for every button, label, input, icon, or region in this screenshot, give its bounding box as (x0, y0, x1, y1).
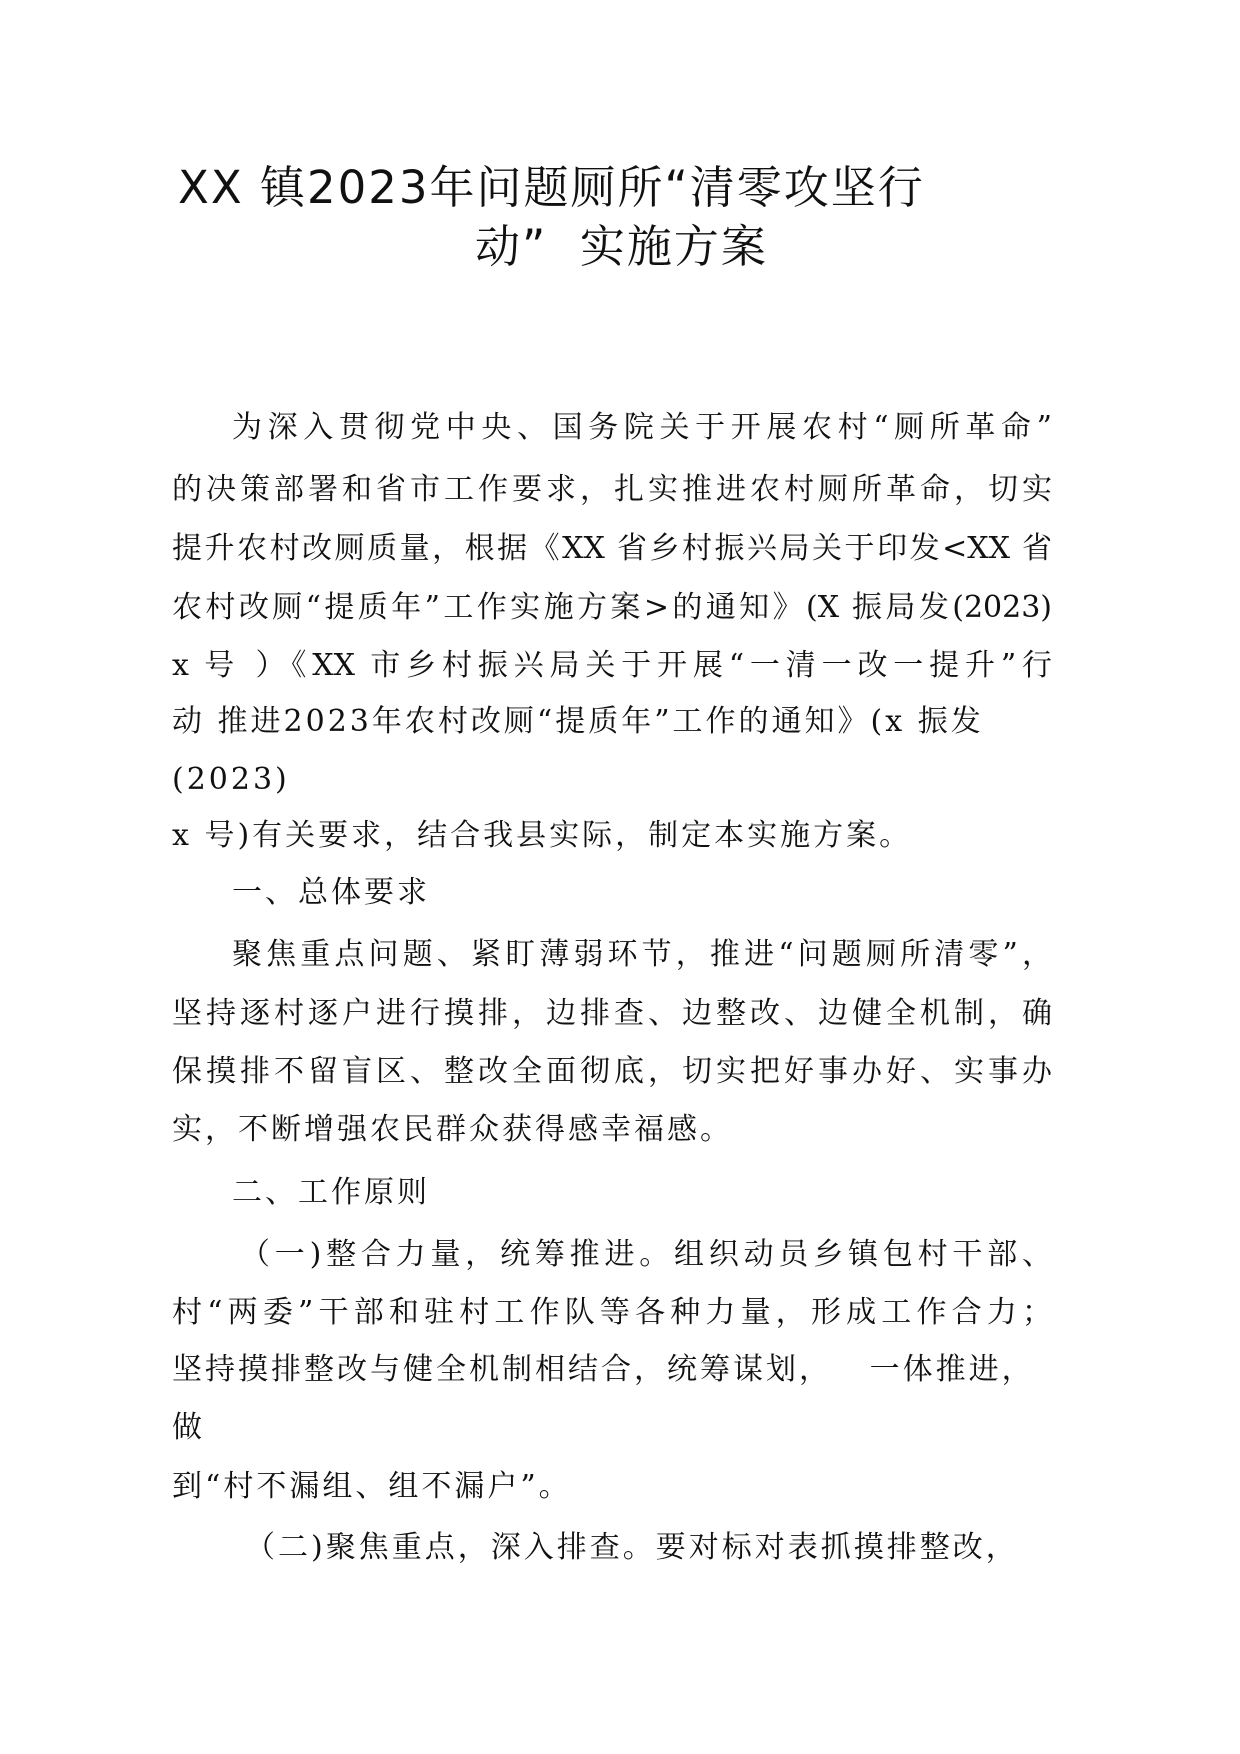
body-line: 为深入贯彻党中央、国务院关于开展农村“厕所革命” (232, 410, 1052, 445)
body-line: 聚焦重点问题、紧盯薄弱环节，推进“问题厕所清零”， (232, 937, 1052, 972)
section-heading: 一、总体要求 (232, 875, 430, 910)
body-line: （二)聚焦重点，深入排查。要对标对表抓摸排整改， (245, 1530, 1019, 1565)
body-line: 农村改厕“提质年”工作实施方案>的通知》(X 振局发(2023) (172, 590, 1052, 625)
body-line: 动 推进2023年农村改厕“提质年”工作的通知》(x 振发 (172, 704, 984, 739)
body-line: 村“两委”干部和驻村工作队等各种力量，形成工作合力； (172, 1295, 1052, 1330)
document-title-line-2: 动” 实施方案 (475, 220, 768, 273)
document-title-line-1: XX 镇2023年问题厕所“清零攻坚行 (178, 161, 925, 214)
body-line: 的决策部署和省市工作要求，扎实推进农村厕所革命，切实 (172, 472, 1052, 507)
body-line: （一)整合力量，统筹推进。组织动员乡镇包村干部、 (240, 1237, 1052, 1272)
body-line: 实，不断增强农民群众获得感幸福感。 (172, 1112, 733, 1147)
body-line: 坚持逐村逐户进行摸排，边排查、边整改、边健全机制，确 (172, 996, 1052, 1031)
body-line: 到“村不漏组、组不漏户”。 (172, 1469, 572, 1504)
body-line: x 号 ）《XX 市乡村振兴局关于开展“一清一改一提升”行 (172, 648, 1052, 683)
body-line: 提升农村改厕质量，根据《XX 省乡村振兴局关于印发<XX 省 (172, 531, 1052, 566)
body-line: 做 (172, 1410, 205, 1445)
body-line: 保摸排不留盲区、整改全面彻底，切实把好事办好、实事办 (172, 1054, 1052, 1089)
body-line: x 号)有关要求，结合我县实际，制定本实施方案。 (172, 818, 913, 853)
body-line: (2023) (172, 762, 290, 797)
section-heading: 二、工作原则 (232, 1175, 430, 1210)
body-line: 坚持摸排整改与健全机制相结合，统筹谋划， 一体推进， (172, 1352, 1035, 1387)
